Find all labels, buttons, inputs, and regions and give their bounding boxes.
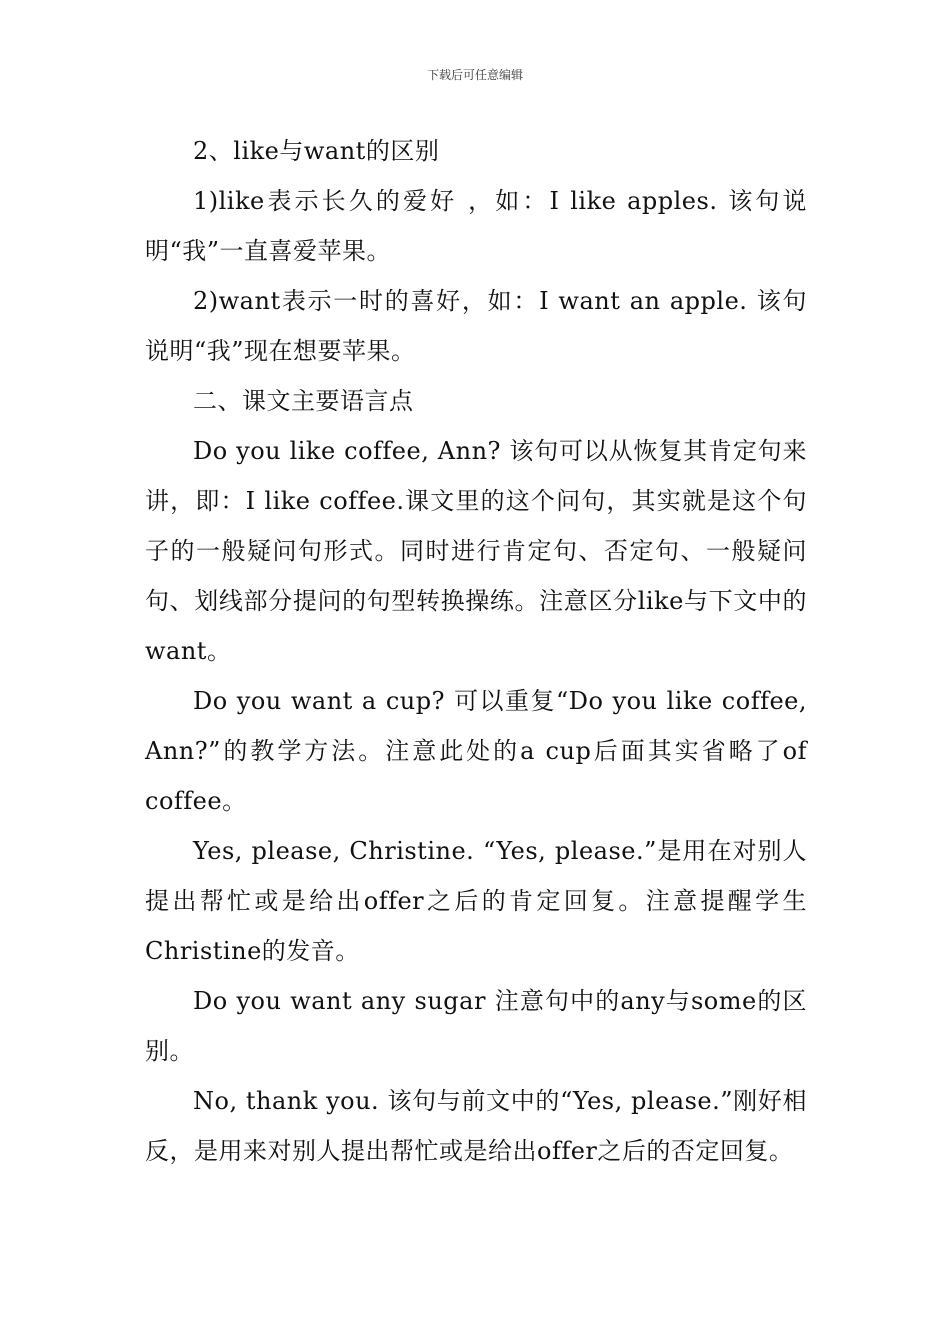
paragraph-section-title: 二、课文主要语言点 [193, 387, 414, 415]
paragraph-like-want-title: 2、like与want的区别 [193, 137, 440, 165]
paragraph-like-usage: 1)like表示长久的爱好 ，如：I like apples. 该句说明“我”一直喜爱苹果。 [145, 187, 807, 265]
page-header: 下载后可任意编辑 [426, 68, 523, 82]
paragraph-want-usage: 2)want表示一时的喜好，如：I want an apple. 该句说明“我”现在想要苹果。 [145, 287, 807, 365]
paragraph-any-sugar: Do you want any sugar 注意句中的any与some的区别。 [145, 987, 807, 1065]
paragraph-do-you-want-a-cup: Do you want a cup? 可以重复“Do you like coffee, Ann?”的教学方法。注意此处的a cup后面其实省略了of coffee。 [145, 687, 807, 815]
document-body [145, 126, 807, 1176]
paragraph-do-you-like-coffee: Do you like coffee, Ann? 该句可以从恢复其肯定句来讲，即：I like coffee.课文里的这个问句，其实就是这个句子的一般疑问句形式。同时进行肯定句、否定句、一般疑问句、划线部分提问的句型转换操练。注意区分like与下文中的want。 [145, 437, 807, 665]
paragraph-yes-please: Yes, please, Christine. “Yes, please.”是用在对别人提出帮忙或是给出offer之后的肯定回复。注意提醒学生Christine的发音。 [145, 837, 807, 965]
paragraph-no-thank-you: No, thank you. 该句与前文中的“Yes, please.”刚好相反，是用来对别人提出帮忙或是给出offer之后的否定回复。 [145, 1087, 807, 1165]
